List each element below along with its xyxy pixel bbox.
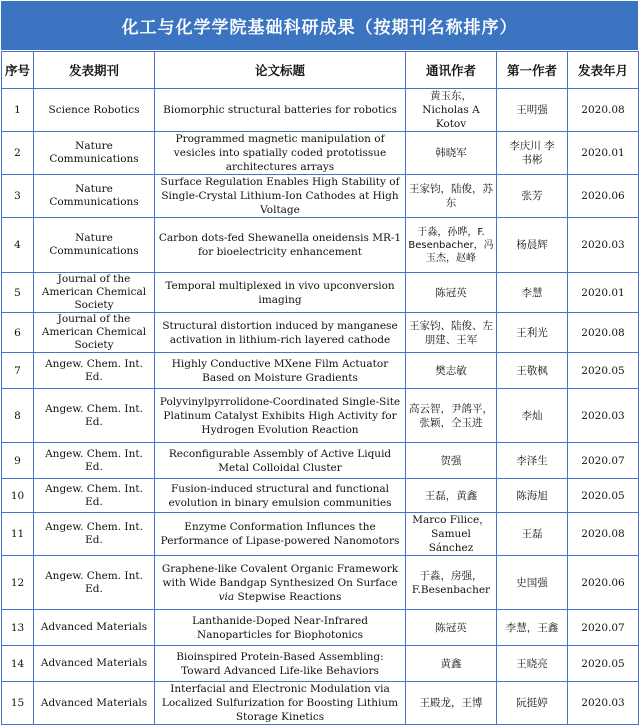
cell-date: 2020.03 [568,218,639,273]
table-row [2,218,639,273]
cell-number: 10 [2,479,34,513]
cell-corresponding-author: 王磊，黄鑫 [406,479,497,513]
table-row [2,610,639,646]
cell-title: Interfacial and Electronic Modulation via Localized Sulfurization for Boosting Lithium Storage Kinetics [155,682,406,725]
cell-journal: Advanced Materials [34,646,155,682]
col-header-journal: 发表期刊 [34,52,155,89]
page-title: 化工与化学学院基础科研成果（按期刊名称排序） [1,1,638,50]
cell-corresponding-author: 于淼，孙晔，F. Besenbacher，冯玉杰，赵峰 [406,218,497,273]
cell-date: 2020.03 [568,389,639,443]
cell-corresponding-author: 高云智，尹鸽平，张颖，仝玉进 [406,389,497,443]
cell-date: 2020.06 [568,556,639,610]
cell-date: 2020.06 [568,175,639,218]
cell-first-author: 王敬枫 [497,353,568,389]
cell-title: Polyvinylpyrrolidone-Coordinated Single-Site Platinum Catalyst Exhibits High Activity for Hydrogen Evolution Reaction [155,389,406,443]
cell-journal: Advanced Materials [34,682,155,725]
cell-title: Biomorphic structural batteries for robotics [155,89,406,132]
cell-first-author: 王磊 [497,513,568,556]
cell-journal: Advanced Materials [34,610,155,646]
cell-journal: Angew. Chem. Int. Ed. [34,353,155,389]
title-italic-text: via [218,590,235,603]
cell-corresponding-author: 陈冠英 [406,610,497,646]
cell-number: 11 [2,513,34,556]
cell-number: 4 [2,218,34,273]
cell-title: Structural distortion induced by manganese activation in lithium-rich layered cathode [155,313,406,353]
cell-first-author: 李庆川 李书彬 [497,132,568,175]
cell-first-author: 张芳 [497,175,568,218]
cell-journal: Journal of the American Chemical Society [34,313,155,353]
cell-number: 6 [2,313,34,353]
cell-number: 12 [2,556,34,610]
cell-date: 2020.01 [568,132,639,175]
cell-date: 2020.07 [568,610,639,646]
title-text-end: Stepwise Reactions [234,590,342,603]
cell-date: 2020.08 [568,513,639,556]
cell-journal: Angew. Chem. Int. Ed. [34,513,155,556]
cell-journal: Nature Communications [34,175,155,218]
cell-number: 5 [2,273,34,313]
cell-number: 2 [2,132,34,175]
cell-number: 13 [2,610,34,646]
cell-date: 2020.05 [568,646,639,682]
table-row [2,646,639,682]
table-row [2,313,639,353]
cell-first-author: 王利光 [497,313,568,353]
cell-corresponding-author: Marco Filice，Samuel Sánchez [406,513,497,556]
table-row [2,353,639,389]
cell-number: 7 [2,353,34,389]
cell-first-author: 杨晨辉 [497,218,568,273]
cell-number: 1 [2,89,34,132]
cell-first-author: 李慧，王鑫 [497,610,568,646]
cell-journal: Angew. Chem. Int. Ed. [34,479,155,513]
cell-first-author: 王晓亮 [497,646,568,682]
title-text: Graphene-like Covalent Organic Framework with Wide Bandgap Synthesized On Surface [161,562,399,589]
cell-number: 9 [2,443,34,479]
cell-first-author: 史国强 [497,556,568,610]
cell-journal: Science Robotics [34,89,155,132]
table-row [2,443,639,479]
cell-title: Bioinspired Protein-Based Assembling: Toward Advanced Life-like Behaviors [155,646,406,682]
cell-title: Temporal multiplexed in vivo upconversion imaging [155,273,406,313]
table-row [2,479,639,513]
cell-title: Lanthanide-Doped Near-Infrared Nanoparticles for Biophotonics [155,610,406,646]
col-header-number: 序号 [2,52,34,89]
cell-title: Programmed magnetic manipulation of vesicles into spatially coded prototissue architectures arrays [155,132,406,175]
table-header-row [2,52,639,89]
cell-title: Reconfigurable Assembly of Active Liquid Metal Colloidal Cluster [155,443,406,479]
cell-title: Fusion-induced structural and functional evolution in binary emulsion communities [155,479,406,513]
cell-date: 2020.05 [568,479,639,513]
table-row [2,682,639,725]
col-header-title: 论文标题 [155,52,406,89]
cell-corresponding-author: 王家钧、陆俊、左朋建、王军 [406,313,497,353]
cell-date: 2020.03 [568,682,639,725]
cell-title: Carbon dots-fed Shewanella oneidensis MR-1 for bioelectricity enhancement [155,218,406,273]
table-row [2,389,639,443]
cell-title: Surface Regulation Enables High Stability of Single-Crystal Lithium-Ion Cathodes at High Voltage [155,175,406,218]
cell-first-author: 李泽生 [497,443,568,479]
table-row [2,273,639,313]
cell-number: 14 [2,646,34,682]
cell-title: Enzyme Conformation Influnces the Performance of Lipase-powered Nanomotors [155,513,406,556]
cell-corresponding-author: 王家钧，陆俊，苏东 [406,175,497,218]
results-table [1,51,639,725]
table-row [2,132,639,175]
col-header-date: 发表年月 [568,52,639,89]
table-row [2,513,639,556]
cell-corresponding-author: 黄玉东，Nicholas A Kotov [406,89,497,132]
cell-number: 8 [2,389,34,443]
cell-first-author: 阮挺婷 [497,682,568,725]
cell-first-author: 王明强 [497,89,568,132]
cell-date: 2020.08 [568,89,639,132]
table-row [2,556,639,610]
cell-corresponding-author: 贺强 [406,443,497,479]
cell-first-author: 陈海旭 [497,479,568,513]
cell-date: 2020.07 [568,443,639,479]
cell-number: 15 [2,682,34,725]
cell-title: Highly Conductive MXene Film Actuator Based on Moisture Gradients [155,353,406,389]
table-row [2,175,639,218]
cell-corresponding-author: 于淼，房强，F.Besenbacher [406,556,497,610]
cell-corresponding-author: 黄鑫 [406,646,497,682]
col-header-corresponding-author: 通讯作者 [406,52,497,89]
cell-first-author: 李灿 [497,389,568,443]
cell-journal: Journal of the American Chemical Society [34,273,155,313]
cell-journal: Angew. Chem. Int. Ed. [34,556,155,610]
table-row [2,89,639,132]
cell-corresponding-author: 王殿龙，王博 [406,682,497,725]
cell-journal: Angew. Chem. Int. Ed. [34,443,155,479]
cell-date: 2020.01 [568,273,639,313]
cell-corresponding-author: 陈冠英 [406,273,497,313]
cell-journal: Nature Communications [34,218,155,273]
cell-first-author: 李慧 [497,273,568,313]
cell-date: 2020.08 [568,313,639,353]
cell-journal: Angew. Chem. Int. Ed. [34,389,155,443]
cell-journal: Nature Communications [34,132,155,175]
cell-number: 3 [2,175,34,218]
cell-title [155,556,406,610]
cell-corresponding-author: 韩晓军 [406,132,497,175]
cell-date: 2020.05 [568,353,639,389]
col-header-first-author: 第一作者 [497,52,568,89]
cell-corresponding-author: 樊志敏 [406,353,497,389]
